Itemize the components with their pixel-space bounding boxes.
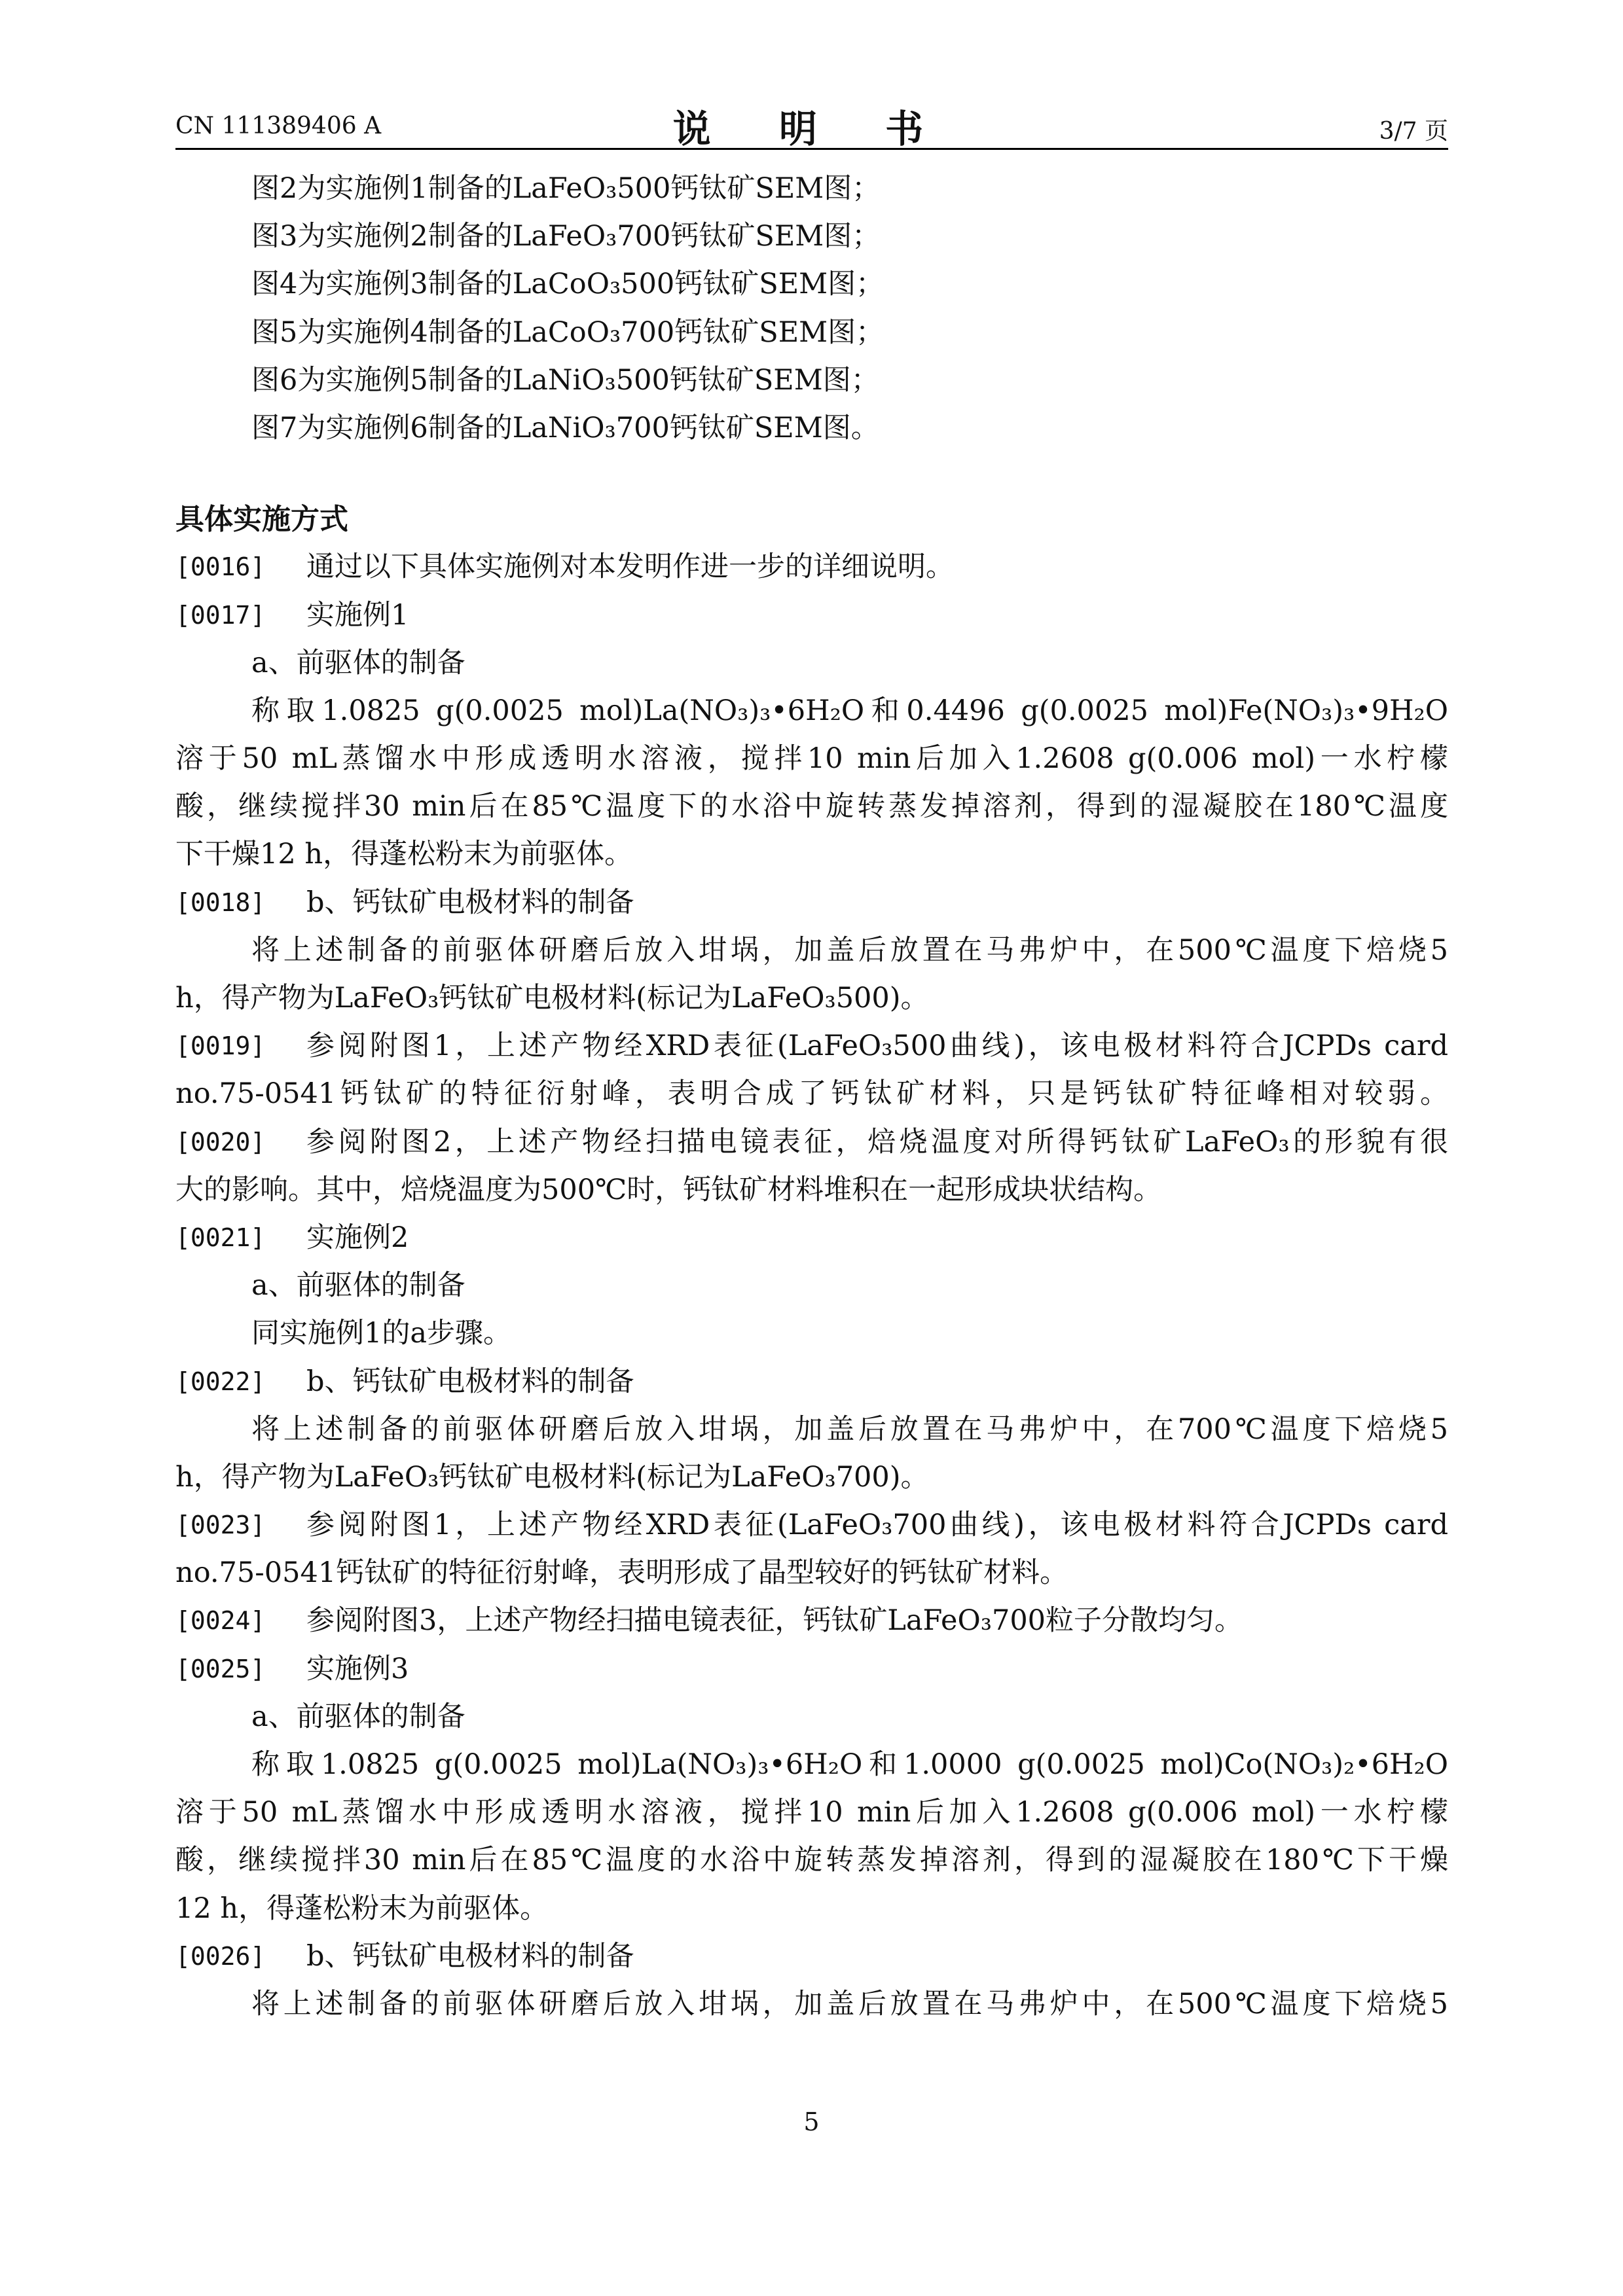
figure-caption-line: 图4为实施例3制备的LaCoO₃500钙钛矿SEM图；: [251, 268, 884, 301]
paragraph-number: [0019]: [175, 1031, 266, 1061]
text-line: [175, 735, 1448, 783]
paragraph-text: 溶于50 mL蒸馏水中形成透明水溶液，搅拌10 min后加入1.2608 g(0.006 mol)一水柠檬: [175, 1796, 1448, 1829]
figure-list: [175, 165, 1448, 452]
paragraph-text: b、钙钛矿电极材料的制备: [306, 1939, 634, 1973]
text-line: [175, 592, 1448, 639]
page-indicator: 3/7 页: [1379, 118, 1448, 145]
paragraph-text: 大的影响。其中，焙烧温度为500℃时，钙钛矿材料堆积在一起形成块状结构。: [175, 1173, 1162, 1206]
paragraph-number: [0021]: [175, 1223, 266, 1252]
text-line: [175, 543, 1448, 591]
paragraph-text: 下干燥12 h，得蓬松粉末为前驱体。: [175, 838, 633, 871]
paragraph-text: h，得产物为LaFeO₃钙钛矿电极材料(标记为LaFeO₃500)。: [175, 982, 929, 1014]
paragraph-text: h，得产物为LaFeO₃钙钛矿电极材料(标记为LaFeO₃700)。: [175, 1460, 929, 1494]
text-line: [175, 1166, 1448, 1214]
paragraph-text: 12 h，得蓬松粉末为前驱体。: [175, 1892, 549, 1925]
paragraph-text: 将上述制备的前驱体研磨后放入坩埚，加盖后放置在马弗炉中，在500℃温度下焙烧5: [251, 1987, 1448, 2020]
text-line: [175, 1501, 1448, 1549]
text-line: [175, 1645, 1448, 1693]
text-line: [175, 1406, 1448, 1454]
paragraph-text: 参阅附图3，上述产物经扫描电镜表征，钙钛矿LaFeO₃700粒子分散均匀。: [306, 1604, 1243, 1638]
section-gap: [175, 452, 1448, 495]
text-line: [175, 1358, 1448, 1406]
text-line: [175, 1310, 1448, 1357]
text-line: [175, 1119, 1448, 1166]
document-body: [175, 165, 1448, 2028]
text-line: [175, 1933, 1448, 1981]
paragraph-text: b、钙钛矿电极材料的制备: [306, 1365, 634, 1398]
figure-caption-line: 图2为实施例1制备的LaFeO₃500钙钛矿SEM图；: [251, 172, 881, 205]
text-line: [175, 1549, 1448, 1597]
text-line: [175, 1454, 1448, 1501]
text-line: [175, 1070, 1448, 1118]
text-line: [175, 1741, 1448, 1789]
paragraph-number: [0024]: [175, 1606, 266, 1636]
paragraph-text: 实施例2: [306, 1221, 409, 1254]
paragraph-number: [0026]: [175, 1941, 266, 1971]
paragraph-text: 实施例3: [306, 1652, 409, 1685]
text-line: [175, 1693, 1448, 1741]
text-line: [175, 1837, 1448, 1884]
paragraph-text: a、前驱体的制备: [251, 646, 465, 679]
text-line: [175, 831, 1448, 878]
paragraph-list: [175, 543, 1448, 2028]
paragraph-text: 参阅附图1，上述产物经XRD表征(LaFeO₃700曲线)，该电极材料符合JCPDs card: [306, 1509, 1448, 1542]
text-line: [175, 1022, 1448, 1070]
header-divider: [175, 148, 1448, 150]
page-number: 5: [803, 2108, 820, 2136]
paragraph-text: a、前驱体的制备: [251, 1700, 465, 1733]
paragraph-text: 酸，继续搅拌30 min后在85℃温度下的水浴中旋转蒸发掉溶剂，得到的湿凝胶在180℃温度: [175, 790, 1448, 823]
figure-caption-line: 图6为实施例5制备的LaNiO₃500钙钛矿SEM图；: [251, 363, 879, 397]
paragraph-text: 溶于50 mL蒸馏水中形成透明水溶液，搅拌10 min后加入1.2608 g(0.006 mol)一水柠檬: [175, 742, 1448, 776]
paragraph-text: no.75-0541钙钛矿的特征衍射峰，表明形成了晶型较好的钙钛矿材料。: [175, 1556, 1068, 1590]
paragraph-text: 将上述制备的前驱体研磨后放入坩埚，加盖后放置在马弗炉中，在500℃温度下焙烧5: [251, 933, 1448, 967]
paragraph-text: a、前驱体的制备: [251, 1269, 465, 1302]
paragraph-number: [0023]: [175, 1511, 266, 1540]
figure-caption-line: 图7为实施例6制备的LaNiO₃700钙钛矿SEM图。: [251, 411, 879, 444]
paragraph-text: 酸，继续搅拌30 min后在85℃温度的水浴中旋转蒸发掉溶剂，得到的湿凝胶在180℃下干燥: [175, 1844, 1448, 1877]
paragraph-text: 称取1.0825 g(0.0025 mol)La(NO₃)₃•6H₂O和1.0000 g(0.0025 mol)Co(NO₃)₂•6H₂O: [251, 1748, 1448, 1781]
figure-caption-line: 图5为实施例4制备的LaCoO₃700钙钛矿SEM图；: [251, 315, 884, 349]
text-line: [175, 687, 1448, 735]
paragraph-text: 参阅附图2，上述产物经扫描电镜表征，焙烧温度对所得钙钛矿LaFeO₃的形貌有很: [306, 1125, 1448, 1158]
paragraph-number: [0016]: [175, 552, 266, 582]
section-heading: 具体实施方式: [175, 503, 348, 537]
paragraph-text: 参阅附图1，上述产物经XRD表征(LaFeO₃500曲线)，该电极材料符合JCPDs card: [306, 1030, 1448, 1063]
text-line: [175, 1597, 1448, 1645]
figure-caption-line: 图3为实施例2制备的LaFeO₃700钙钛矿SEM图；: [251, 220, 881, 253]
paragraph-number: [0020]: [175, 1127, 266, 1157]
paragraph-text: b、钙钛矿电极材料的制备: [306, 886, 634, 919]
paragraph-text: 通过以下具体实施例对本发明作进一步的详细说明。: [306, 550, 954, 584]
paragraph-number: [0017]: [175, 600, 266, 630]
text-line: [175, 1789, 1448, 1837]
text-line: [175, 975, 1448, 1022]
paragraph-text: 同实施例1的a步骤。: [251, 1317, 511, 1350]
text-line: [175, 1981, 1448, 2028]
paragraph-text: 称取1.0825 g(0.0025 mol)La(NO₃)₃•6H₂O和0.4496 g(0.0025 mol)Fe(NO₃)₃•9H₂O: [251, 694, 1448, 727]
text-line: [175, 783, 1448, 831]
paragraph-number: [0018]: [175, 888, 266, 917]
text-line: [175, 1262, 1448, 1310]
paragraph-text: 实施例1: [306, 598, 409, 632]
text-line: [175, 879, 1448, 927]
text-line: [175, 1214, 1448, 1262]
page-header: [175, 98, 1448, 151]
paragraph-text: 将上述制备的前驱体研磨后放入坩埚，加盖后放置在马弗炉中，在700℃温度下焙烧5: [251, 1412, 1448, 1446]
document-number: CN 111389406 A: [175, 113, 382, 139]
text-line: [175, 1885, 1448, 1933]
text-line: [175, 639, 1448, 687]
paragraph-text: no.75-0541钙钛矿的特征衍射峰，表明合成了钙钛矿材料，只是钙钛矿特征峰相对较弱。: [175, 1077, 1448, 1111]
document-title: 说 明 书: [672, 107, 951, 151]
paragraph-number: [0025]: [175, 1654, 266, 1683]
paragraph-number: [0022]: [175, 1367, 266, 1396]
text-line: [175, 927, 1448, 975]
